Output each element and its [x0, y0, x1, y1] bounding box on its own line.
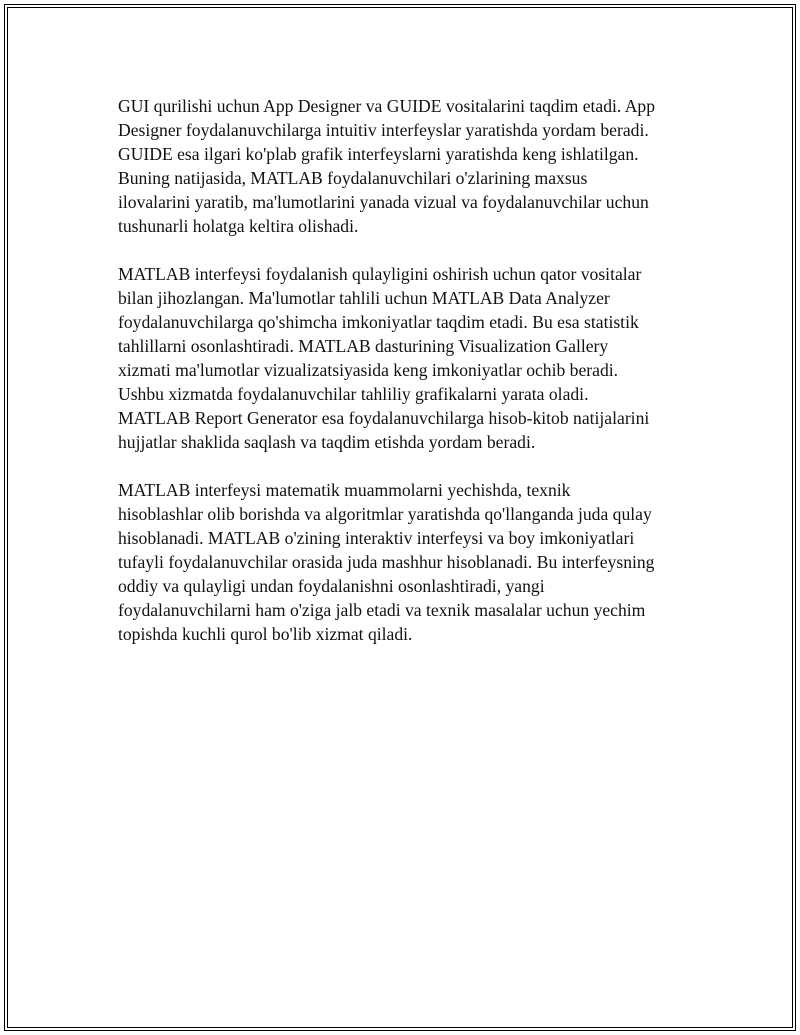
text-line: foydalanuvchilarni ham o'ziga jalb etadi va texnik masalalar uchun yechim — [118, 600, 646, 620]
text-line: Designer foydalanuvchilarga intuitiv interfeyslar yaratishda yordam beradi. — [118, 120, 649, 140]
paragraph-3 — [118, 478, 698, 646]
text-line: hisoblashlar olib borishda va algoritmlar yaratishda qo'llanganda juda qulay — [118, 504, 652, 524]
text-line: tahlillarni osonlashtiradi. MATLAB dasturining Visualization Gallery — [118, 336, 609, 356]
text-line: Buning natijasida, MATLAB foydalanuvchilari o'zlarining maxsus — [118, 168, 588, 188]
text-line: oddiy va qulayligi undan foydalanishni osonlashtiradi, yangi — [118, 576, 545, 596]
text-line: foydalanuvchilarga qo'shimcha imkoniyatlar taqdim etadi. Bu esa statistik — [118, 312, 639, 332]
paragraph-2 — [118, 262, 698, 454]
text-line: ilovalarini yaratib, ma'lumotlarini yanada vizual va foydalanuvchilar uchun — [118, 192, 649, 212]
text-line: MATLAB interfeysi foydalanish qulayligini oshirish uchun qator vositalar — [118, 264, 642, 284]
text-line: Ushbu xizmatda foydalanuvchilar tahliliy grafikalarni yarata oladi. — [118, 384, 589, 404]
text-line: hisoblanadi. MATLAB o'zining interaktiv interfeysi va boy imkoniyatlari — [118, 528, 635, 548]
text-line: MATLAB Report Generator esa foydalanuvchilarga hisob-kitob natijalarini — [118, 408, 650, 428]
text-line: xizmati ma'lumotlar vizualizatsiyasida keng imkoniyatlar ochib beradi. — [118, 360, 619, 380]
paragraph-1 — [118, 94, 698, 238]
text-line: GUIDE esa ilgari ko'plab grafik interfeyslarni yaratishda keng ishlatilgan. — [118, 144, 639, 164]
text-line: hujjatlar shaklida saqlash va taqdim etishda yordam beradi. — [118, 432, 536, 452]
text-line: MATLAB interfeysi matematik muammolarni yechishda, texnik — [118, 480, 571, 500]
text-line: tushunarli holatga keltira olishadi. — [118, 216, 359, 236]
text-line: GUI qurilishi uchun App Designer va GUIDE vositalarini taqdim etadi. App — [118, 96, 656, 116]
text-line: tufayli foydalanuvchilar orasida juda mashhur hisoblanadi. Bu interfeysning — [118, 552, 655, 572]
text-line: bilan jihozlangan. Ma'lumotlar tahlili uchun MATLAB Data Analyzer — [118, 288, 610, 308]
document-body — [118, 94, 698, 670]
text-line: topishda kuchli qurol bo'lib xizmat qiladi. — [118, 624, 413, 644]
